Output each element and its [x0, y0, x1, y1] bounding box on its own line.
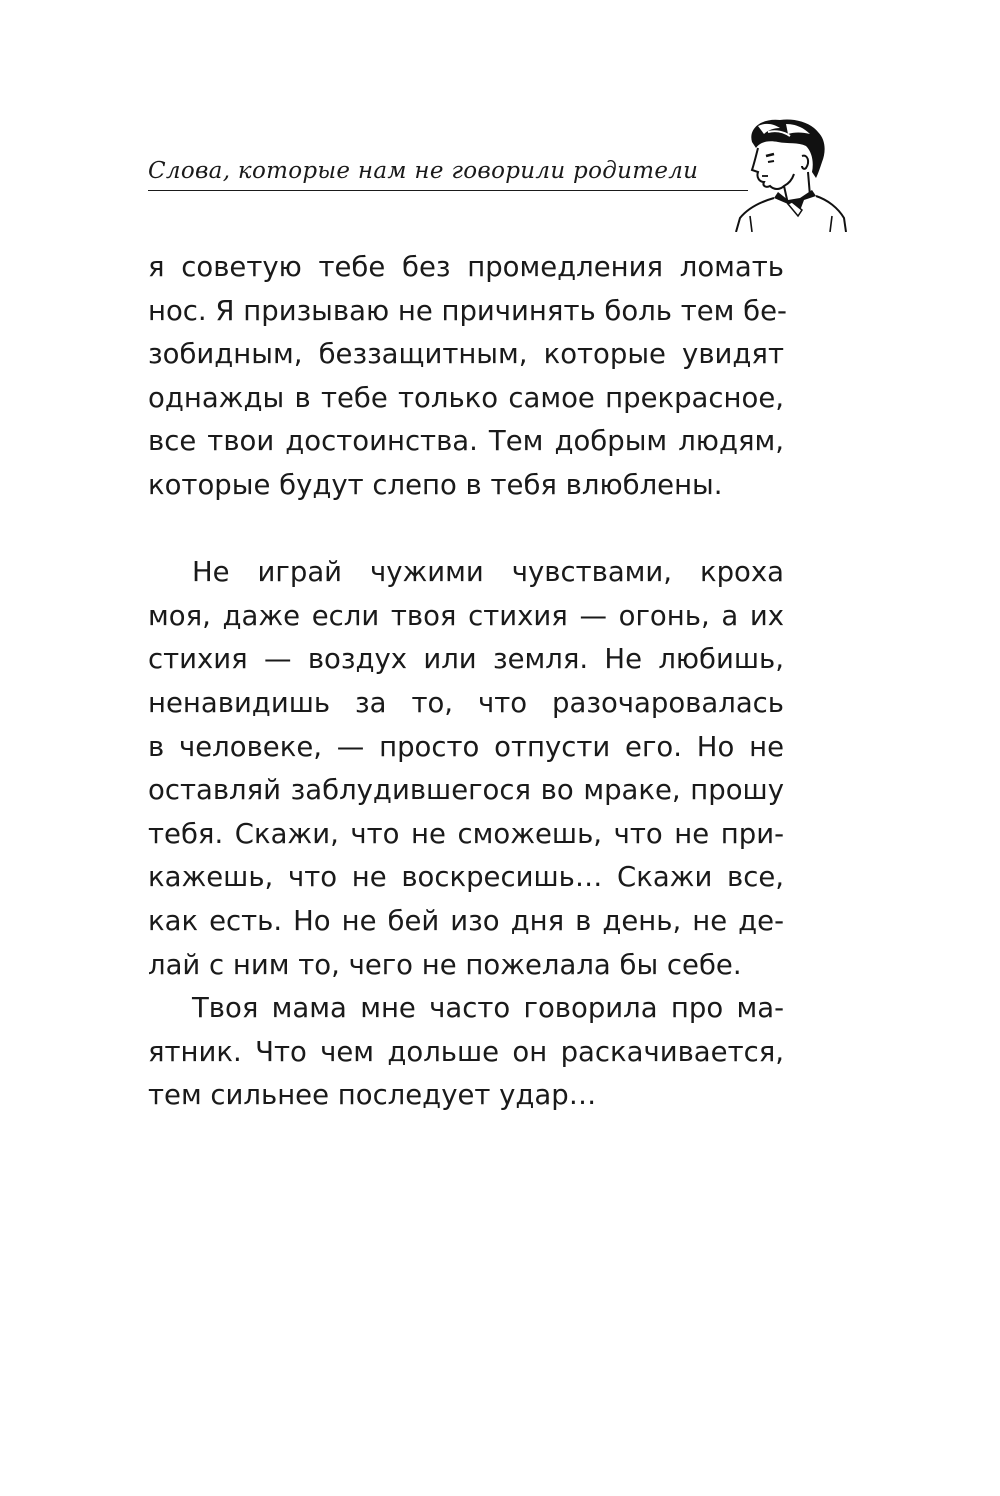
body-line: ненавидишь за то, что разочаровалась [148, 686, 784, 719]
body-line: тебя. Скажи, что не сможешь, что не при- [148, 817, 784, 850]
body-line: лай с ним то, чего не пожелала бы себе. [148, 948, 742, 981]
body-line: стихия — воздух или земля. Не любишь, [148, 643, 784, 676]
body-line: Твоя мама мне часто говорила про ма- [192, 992, 784, 1025]
body-line: в человеке, — просто отпусти его. Но не [148, 730, 784, 763]
body-line: как есть. Но не бей изо дня в день, не де- [148, 904, 784, 937]
body-line: все твои достоинства. Тем добрым людям, [148, 425, 784, 458]
body-line: оставляй заблудившегося во мраке, прошу [148, 774, 784, 807]
body-line: которые будут слепо в тебя влюблены. [148, 468, 723, 501]
body-line: кажешь, что не воскресишь… Скажи все, [148, 861, 784, 894]
header-rule [148, 190, 748, 191]
running-header-title: Слова, которые нам не говорили родители [148, 158, 699, 184]
body-line: нос. Я призываю не причинять боль тем бе- [148, 294, 787, 327]
man-portrait-icon [722, 112, 850, 232]
body-line: Не играй чужими чувствами, кроха [192, 556, 784, 589]
body-line: я советую тебе без промедления ломать [148, 251, 784, 283]
body-line: зобидным, беззащитным, которые увидят [148, 338, 784, 371]
body-line: ятник. Что чем дольше он раскачивается, [148, 1035, 784, 1068]
body-line: тем сильнее последует удар… [148, 1079, 597, 1112]
page-body [148, 246, 787, 1118]
paragraph-gap [148, 508, 784, 552]
body-line: моя, даже если твоя стихия — огонь, а их [148, 599, 784, 632]
body-line: однажды в тебе только самое прекрасное, [148, 381, 784, 414]
